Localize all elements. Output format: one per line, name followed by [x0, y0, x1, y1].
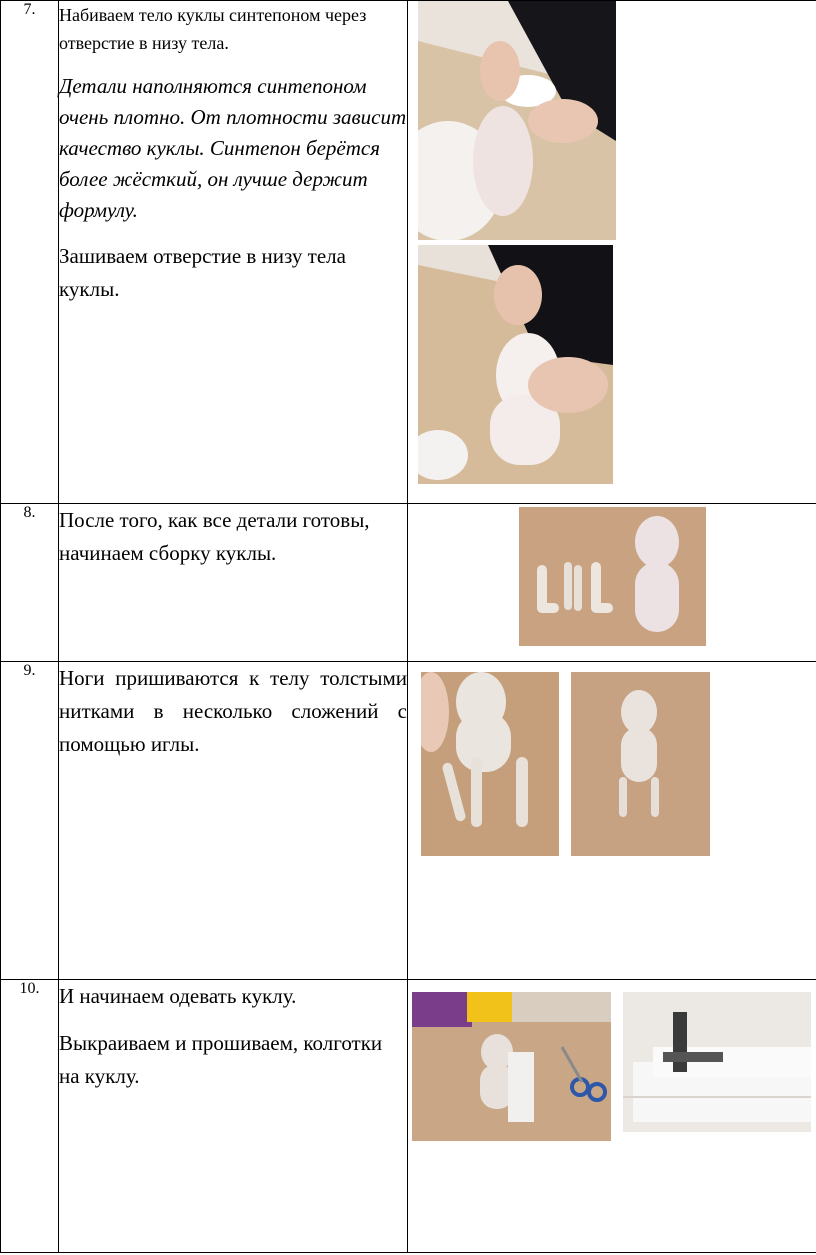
photo-sewing-machine [623, 992, 811, 1132]
step-row-7 [1, 1, 816, 504]
step-number: 7. [1, 1, 59, 504]
step-images [408, 662, 816, 980]
step-paragraph: Зашиваем отверстие в низу тела куклы. [59, 244, 346, 301]
step-paragraph: Ноги пришиваются к телу толстыми нитками в несколько сложений с помощью иглы. [59, 666, 407, 756]
photo-doll-parts [519, 507, 706, 646]
step-text [59, 1, 408, 504]
step-images [408, 1, 816, 504]
step-paragraph: После того, как все детали готовы, начинаем сборку куклы. [59, 508, 370, 565]
step-number: 8. [1, 504, 59, 662]
step-number: 9. [1, 662, 59, 980]
step-text [59, 504, 408, 662]
step-paragraph: И начинаем одевать куклу. [59, 984, 297, 1008]
step-note-italic: Детали наполняются синтепоном очень плотно. От плотности зависит качество куклы. Синтепон берётся более жёсткий, он лучше держит формулу. [59, 74, 407, 222]
step-text [59, 980, 408, 1253]
step-text [59, 662, 408, 980]
photo-stuffing-doll [418, 1, 616, 240]
step-row-8 [1, 504, 816, 662]
photo-doll-tights-cutting [412, 992, 611, 1141]
photo-doll-with-legs [571, 672, 710, 856]
step-number: 10. [1, 980, 59, 1253]
step-paragraph: Выкраиваем и прошиваем, колготки на куклу. [59, 1031, 383, 1088]
photo-legs-sewing [421, 672, 559, 856]
photo-sewing-hole [418, 245, 613, 484]
step-paragraph: Набиваем тело куклы синтепоном через отверстие в низу тела. [59, 5, 367, 53]
step-images [408, 980, 816, 1253]
step-row-10 [1, 980, 816, 1253]
step-images [408, 504, 816, 662]
step-row-9 [1, 662, 816, 980]
